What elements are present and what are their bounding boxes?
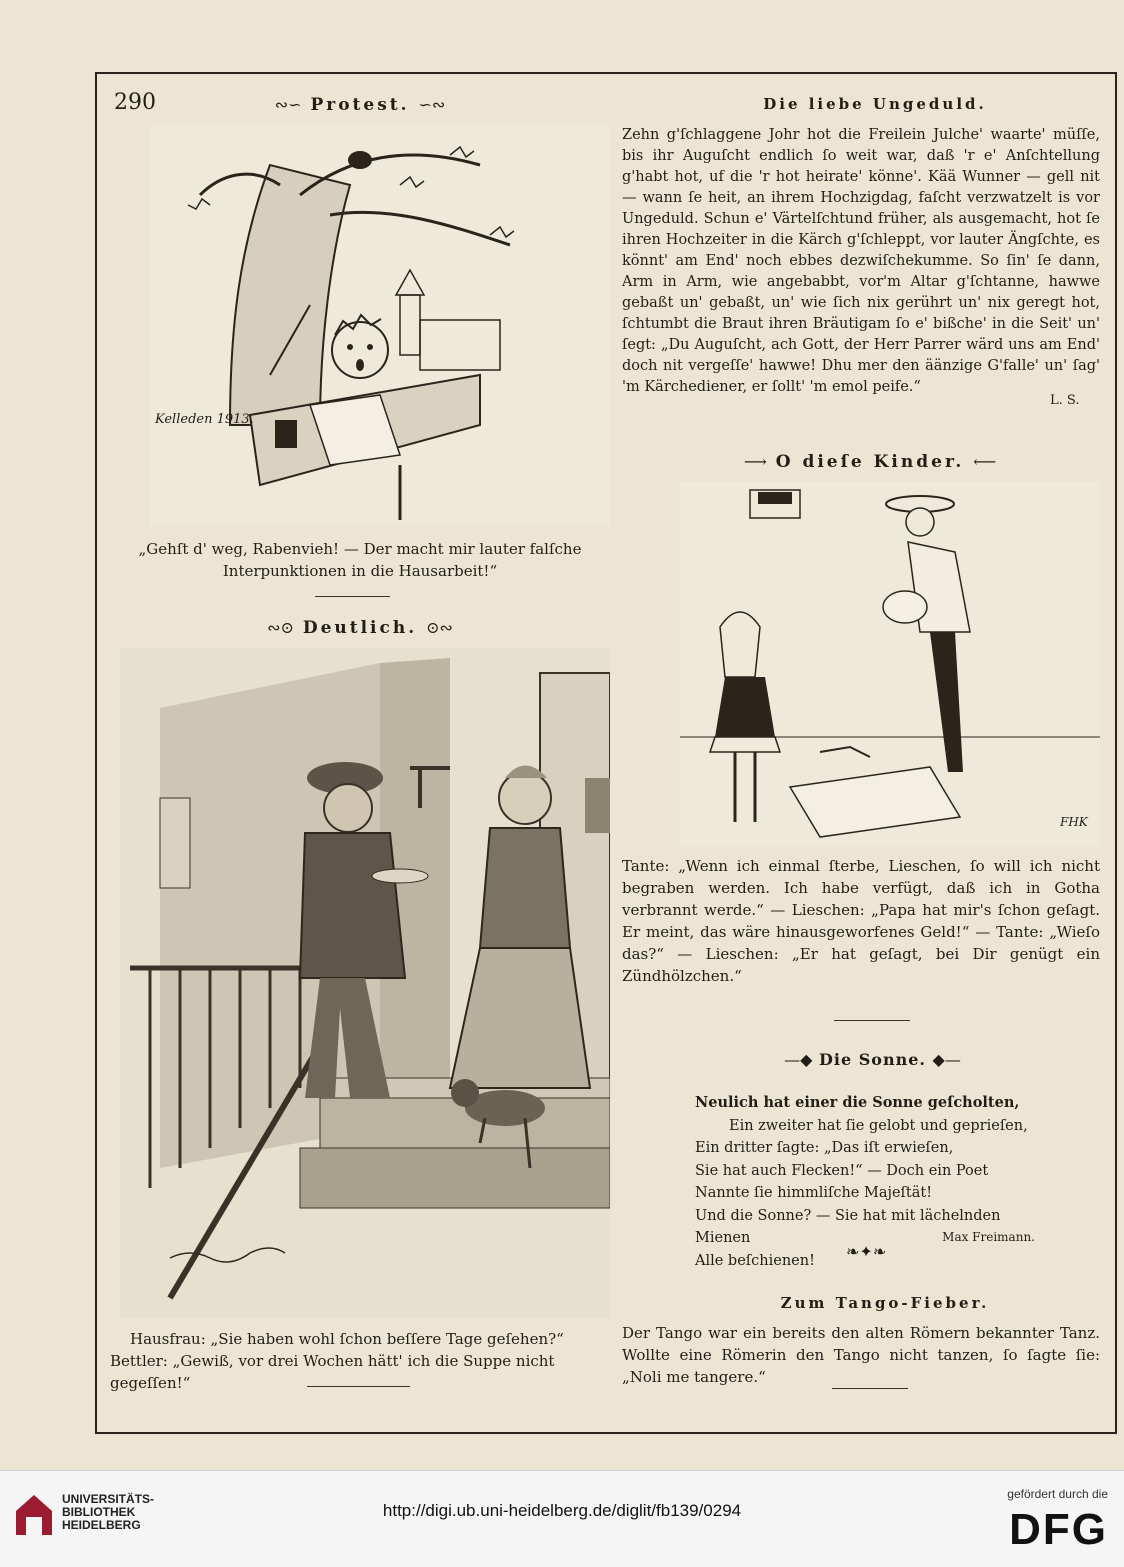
divider bbox=[834, 1020, 910, 1021]
deutlich-heading bbox=[235, 618, 485, 638]
ornament-left-icon: —◆ bbox=[784, 1050, 813, 1069]
poem-line: Ein dritter ſagte: „Das iſt erwieſen, bbox=[695, 1140, 954, 1156]
deutlich-illustration bbox=[120, 648, 610, 1318]
dfg-logo: DFG bbox=[1009, 1505, 1108, 1554]
divider bbox=[307, 1386, 410, 1387]
source-url-link[interactable]: http://digi.ub.uni-heidelberg.de/diglit/fb139/0294 bbox=[382, 1501, 742, 1520]
funded-by-label: gefördert durch die bbox=[1007, 1487, 1108, 1501]
liebe-paragraph bbox=[622, 125, 1100, 398]
sonne-heading bbox=[760, 1050, 985, 1069]
footer-bar bbox=[0, 1470, 1124, 1567]
kinder-heading bbox=[735, 452, 1005, 472]
ornament-icon: ❧✦❧ bbox=[846, 1242, 887, 1261]
protest-signature: Kelleden 1913. bbox=[155, 412, 254, 427]
divider bbox=[315, 596, 390, 597]
poem-line: Und die Sonne? — Sie hat mit lächelnden Mienen bbox=[695, 1207, 1001, 1246]
library-line-1: UNIVERSITÄTS- bbox=[62, 1492, 155, 1506]
ornament-left-icon: ∾∽ bbox=[274, 95, 302, 114]
library-line-3: HEIDELBERG bbox=[62, 1518, 141, 1532]
protest-title: Protest. bbox=[310, 95, 410, 115]
deutlich-caption-1: Hausfrau: „Sie haben wohl ſchon beſſere Tage geſehen?“ bbox=[130, 1330, 564, 1348]
deutlich-title: Deutlich. bbox=[302, 618, 418, 638]
tango-paragraph bbox=[622, 1322, 1100, 1388]
poem-line: Neulich hat einer die Sonne geſcholten, bbox=[695, 1094, 1020, 1111]
poem-line: Sie hat auch Flecken!“ — Doch ein Poet bbox=[695, 1162, 989, 1179]
ornament-left-icon: ∾⊙ bbox=[267, 618, 294, 637]
ornament-right-icon: ◆— bbox=[932, 1050, 961, 1069]
kinder-illustration bbox=[680, 482, 1100, 847]
deutlich-caption-2: Bettler: „Gewiß, vor drei Wochen hätt' ich die Suppe nicht gegeſſen!“ bbox=[110, 1352, 555, 1392]
poem-line: Ein zweiter hat ſie gelobt und geprieſen, bbox=[729, 1117, 1028, 1134]
kinder-caption bbox=[622, 855, 1100, 987]
kinder-monogram: FHK bbox=[1060, 815, 1088, 829]
kinder-title: O dieſe Kinder. bbox=[775, 452, 965, 472]
protest-heading bbox=[240, 95, 480, 115]
tango-text: Der Tango war ein bereits den alten Römern bekannter Tanz. Wollte eine Römerin den Tango nicht tanzen, ſo ſagte ſie: „Noli me tangere.“ bbox=[622, 1324, 1100, 1386]
divider bbox=[832, 1388, 908, 1389]
library-line-2: BIBLIOTHEK bbox=[62, 1505, 136, 1519]
poem-author: Max Freimann. bbox=[942, 1230, 1035, 1244]
liebe-sign: L. S. bbox=[1050, 393, 1080, 408]
sonne-title: Die Sonne. bbox=[819, 1050, 926, 1069]
page-number: 290 bbox=[114, 90, 156, 115]
liebe-text: Zehn g'ſchlaggene Johr hot die Freilein Julche' waarte' müſſe, bis ihr Auguſcht endlich ſo weit war, daß 'r e' Anſchtellung g'habt hot, uf die 'r hot heirate' könne'. Kää Wunner — gell nit — wann ſe heit, an ihrem Hochzigdag, faſcht verzwatzelt is vor Ungeduld. Schun e' Värtelſchtund früher, als ausgemacht, hot ſe ihren Hochzeiter in die Kärch g'ſchleppt, vor lauter Ängſchte, es könnt' am End' noch ebbes dezwiſchekumme. So ſin' ſe dann, Arm in Arm, wie angebabbt, vor'm Altar g'ſchtanne, hawwe gebaßt un' gebaßt, un' wie ſich nix gerührt un' nix geregt hot, ſchtumbt die Braut ihren Bräutigam ſo e' bißche' in die Seit' un' ſegt: „Du Auguſcht, ach Gott, der Herr Parrer wärd uns am End' doch nit vergeſſe' hawwe! Dhu mer den äänzige G'falle' un' ſag' 'm Kärchediener, er ſollt' 'm emol peife.“ bbox=[622, 127, 1100, 395]
protest-illustration bbox=[150, 125, 610, 525]
liebe-heading: Die liebe Ungeduld. bbox=[763, 95, 987, 113]
tango-heading: Zum Tango-Fieber. bbox=[780, 1294, 990, 1312]
poem-line: Alle beſchienen! bbox=[695, 1252, 815, 1269]
ornament-right-icon: ∽∾ bbox=[418, 95, 446, 114]
arrow-right-icon: ⟶ bbox=[743, 452, 767, 471]
arrow-left-icon: ⟵ bbox=[973, 452, 997, 471]
protest-caption: „Gehſt d' weg, Rabenvieh! — Der macht mir lauter falſche Interpunktionen in die Hausarbeit!“ bbox=[138, 540, 582, 580]
kinder-text: Tante: „Wenn ich einmal ſterbe, Lieschen, ſo will ich nicht begraben werden. Ich habe verfügt, daß ich in Gotha verbrannt werde.“ — Lieschen: „Papa hat mir's ſchon geſagt. Er meint, das wäre hinausgeworfenes Geld!“ — Tante: „Wieſo das?“ — Lieschen: „Er hat geſagt, bei Dir genügt ein Zündhölzchen.“ bbox=[622, 857, 1100, 985]
ornament-right-icon: ⊙∾ bbox=[426, 618, 453, 637]
poem-line: Nannte ſie himmliſche Majeſtät! bbox=[695, 1185, 933, 1201]
